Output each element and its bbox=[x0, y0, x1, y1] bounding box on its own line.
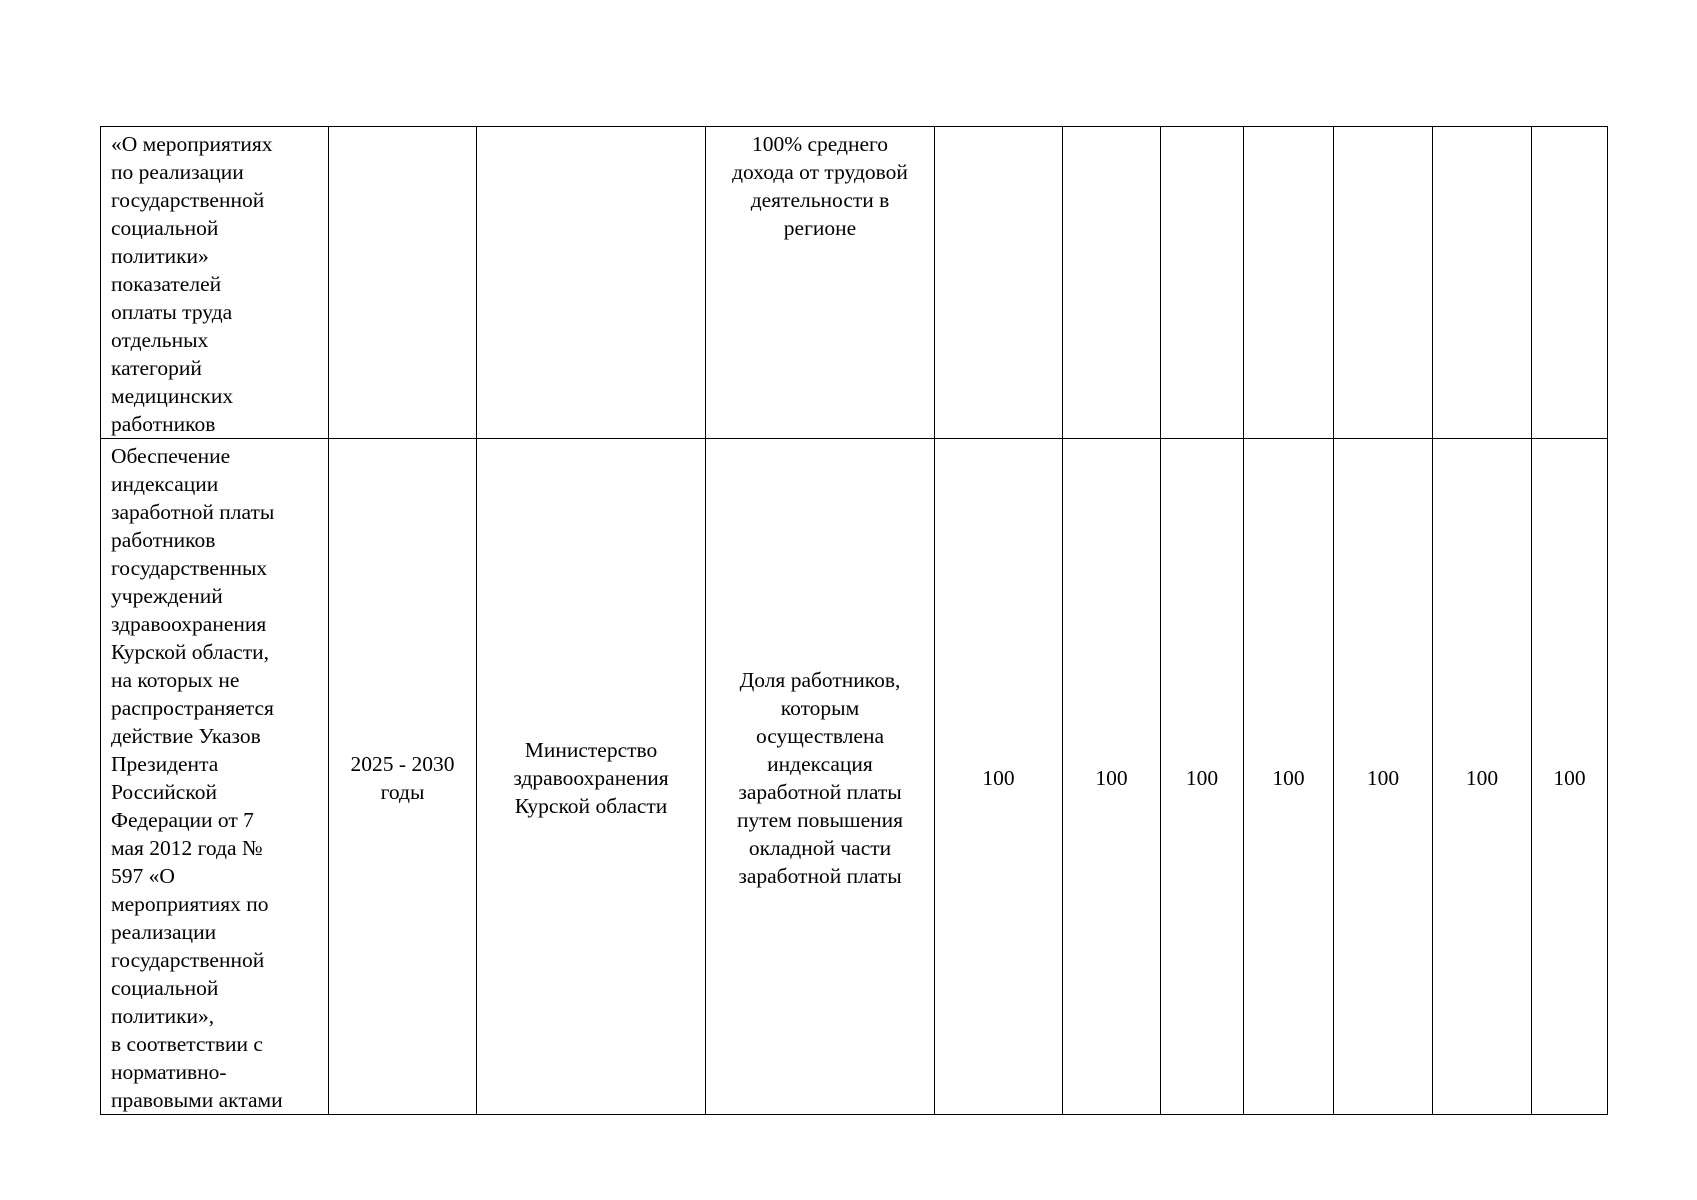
measures-table bbox=[100, 126, 1608, 1115]
value-cell bbox=[1532, 127, 1608, 439]
value-cell: 100 bbox=[1161, 439, 1244, 1115]
indicator-cell: 100% среднего дохода от трудовой деятельности в регионе bbox=[706, 127, 935, 439]
value-cell: 100 bbox=[1433, 439, 1532, 1115]
event-description-cell: «О мероприятиях по реализации государственной социальной политики» показателей оплаты труда отдельных категорий медицинских работников bbox=[101, 127, 329, 439]
executor-cell bbox=[477, 127, 706, 439]
value-cell bbox=[1334, 127, 1433, 439]
value-cell bbox=[1433, 127, 1532, 439]
period-cell bbox=[329, 127, 477, 439]
value-cell: 100 bbox=[1063, 439, 1161, 1115]
period-cell: 2025 - 2030 годы bbox=[329, 439, 477, 1115]
value-cell: 100 bbox=[1532, 439, 1608, 1115]
value-cell bbox=[1161, 127, 1244, 439]
event-description-cell: Обеспечение индексации заработной платы работников государственных учреждений здравоохранения Курской области, на которых не распространяется действие Указов Президента Российской Федерации от 7 мая 2012 года № 597 «О мероприятиях по реализации государственной социальной политики», в соответствии с нормативно- правовыми актами bbox=[101, 439, 329, 1115]
value-cell: 100 bbox=[935, 439, 1063, 1115]
table-row bbox=[101, 127, 1608, 439]
indicator-cell: Доля работников, которым осуществлена индексация заработной платы путем повышения окладной части заработной платы bbox=[706, 439, 935, 1115]
executor-cell: Министерство здравоохранения Курской области bbox=[477, 439, 706, 1115]
value-cell bbox=[1063, 127, 1161, 439]
table-row bbox=[101, 439, 1608, 1115]
value-cell: 100 bbox=[1334, 439, 1433, 1115]
value-cell bbox=[1244, 127, 1334, 439]
value-cell bbox=[935, 127, 1063, 439]
value-cell: 100 bbox=[1244, 439, 1334, 1115]
